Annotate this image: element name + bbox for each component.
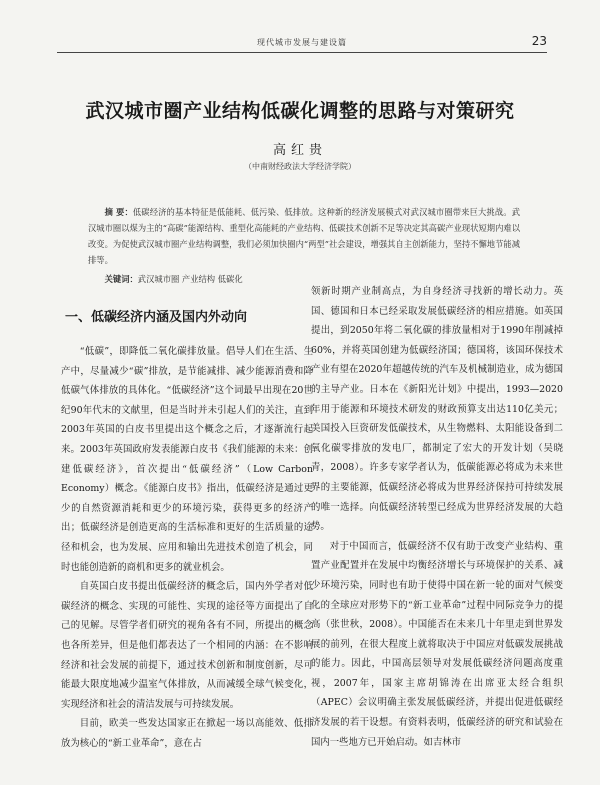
abstract-text: 低碳经济的基本特征是低能耗、低污染、低排放。这种新的经济发展模式对武汉城市圈带来巨大挑战。武汉城市圈以煤为主的“高碳”能源结构、重型化高能耗的产业结构、低碳技术创新不足等决定其高碳产业现状短期内难以改变。为促使武汉城市圈产业结构调整，我们必须加快圈内“两型”社会建设，增强其自主创新能力，坚持不懈地节能减排等。: [88, 207, 520, 265]
left-column: [61, 308, 313, 753]
running-header: [57, 36, 547, 53]
body-paragraph: “低碳”，即降低二氧化碳排放量。倡导人们在生活、生产中，尽量减少“碳”排放，是节能减排、减少能源消费和降低碳气体排放的具体化。“低碳经济”这个词最早出现在20世纪90年代末的文献里，但是当时并未引起人们的关注，直到2003年英国的白皮书里提出这个概念之后，才逐渐流行起来。2003年英国政府发表能源白皮书《我们能源的未来：创建低碳经济》，首次提出“低碳经济”（Low Carbon Economy）概念。《能源白皮书》指出，低碳经济是通过更少的自然资源消耗和更少的环境污染，获得更多的经济产出；低碳经济是创造更高的生活标准和更好的生活质量的途径和机会，也为发展、应用和输出先进技术创造了机会，同时也能创造新的商机和更多的就业机会。: [61, 346, 313, 573]
body-paragraph: 领新时期产业制高点，为自身经济寻找新的增长动力。英国、德国和日本已经采取发展低碳经济的相应措施。如英国提出，到2050年将二氧化碳的排放量相对于1990年削减掉60%，并将英国创建为低碳经济国；德国将，该国环保技术产业有望在2020年超越传统的汽车及机械制造业，成为德国的主导产业。日本在《新阳光计划》中提出，1993—2020年用于能源和环境技术研发的财政预算支出达110亿美元；美国投入巨资研发低碳技术，从生物燃料、太阳能设备到二氧化碳零排放的发电厂，都制定了宏大的开发计划（吴晓青，2008）。许多专家学者认为，低碳能源必将成为未来世界的主要能源，低碳经济必将成为世界经济保持可持续发展的唯一选择。向低碳经济转型已经成为世界经济发展的大趋势。: [311, 286, 563, 533]
abstract-label: 摘 要：: [104, 207, 133, 217]
keywords-label: 关键词：: [104, 274, 138, 284]
keywords-text: 武汉城市圈 产业结构 低碳化: [137, 274, 243, 284]
body-paragraph: 对于中国而言，低碳经济不仅有助于改变产业结构、重置产业配置并在发展中均衡经济增长与环境保护的关系、减少环境污染，同时也有助于使得中国在新一轮的面对气候变化的全球应对形势下的“新工业革命”过程中同际竞争力的提高（张世秋，2008）。中国能否在未来几十年里走到世界发展的前列，在很大程度上就将取决于中国应对低碳发展挑战的能力。因此，中国高层领导对发展低碳经济问题高度重视，2007年，国家主席胡锦涛在出席亚太经合组织（APEC）会议明确主张发展低碳经济，并提出促进低碳经济发展的若干设想。有资料表明，低碳经济的研究和试验在国内一些地方已开始启动。如吉林市: [311, 540, 563, 748]
body-paragraph: 目前，欧美一些发达国家正在掀起一场以高能效、低排放为核心的“新工业革命”，意在占: [61, 718, 313, 749]
right-column: [311, 282, 563, 752]
body-paragraph: 自英国白皮书提出低碳经济的概念后，国内外学者对低碳经济的概念、实现的可能性、实现的途径等方面提出了自己的见解。尽管学者们研究的视角各有不同，所提出的概念也各所差异，但是他们都表达了一个相同的内涵：在不影响经济和社会发展的前提下，通过技术创新和制度创新，尽可能最大限度地减少温室气体排放，从而减缓全球气候变化，实现经济和社会的清洁发展与可持续发展。: [61, 581, 313, 710]
author-name: 高红贵: [272, 143, 327, 158]
author-affiliation: （中南财经政法大学经济学院）: [244, 162, 356, 171]
section-heading: 一、低碳经济内涵及国内外动向: [65, 310, 248, 325]
abstract: [88, 204, 520, 268]
journal-name: 现代城市发展与建设篇: [257, 38, 347, 47]
article-title: 武汉城市圈产业结构低碳化调整的思路与对策研究: [85, 100, 515, 122]
page-number: 23: [531, 34, 547, 48]
